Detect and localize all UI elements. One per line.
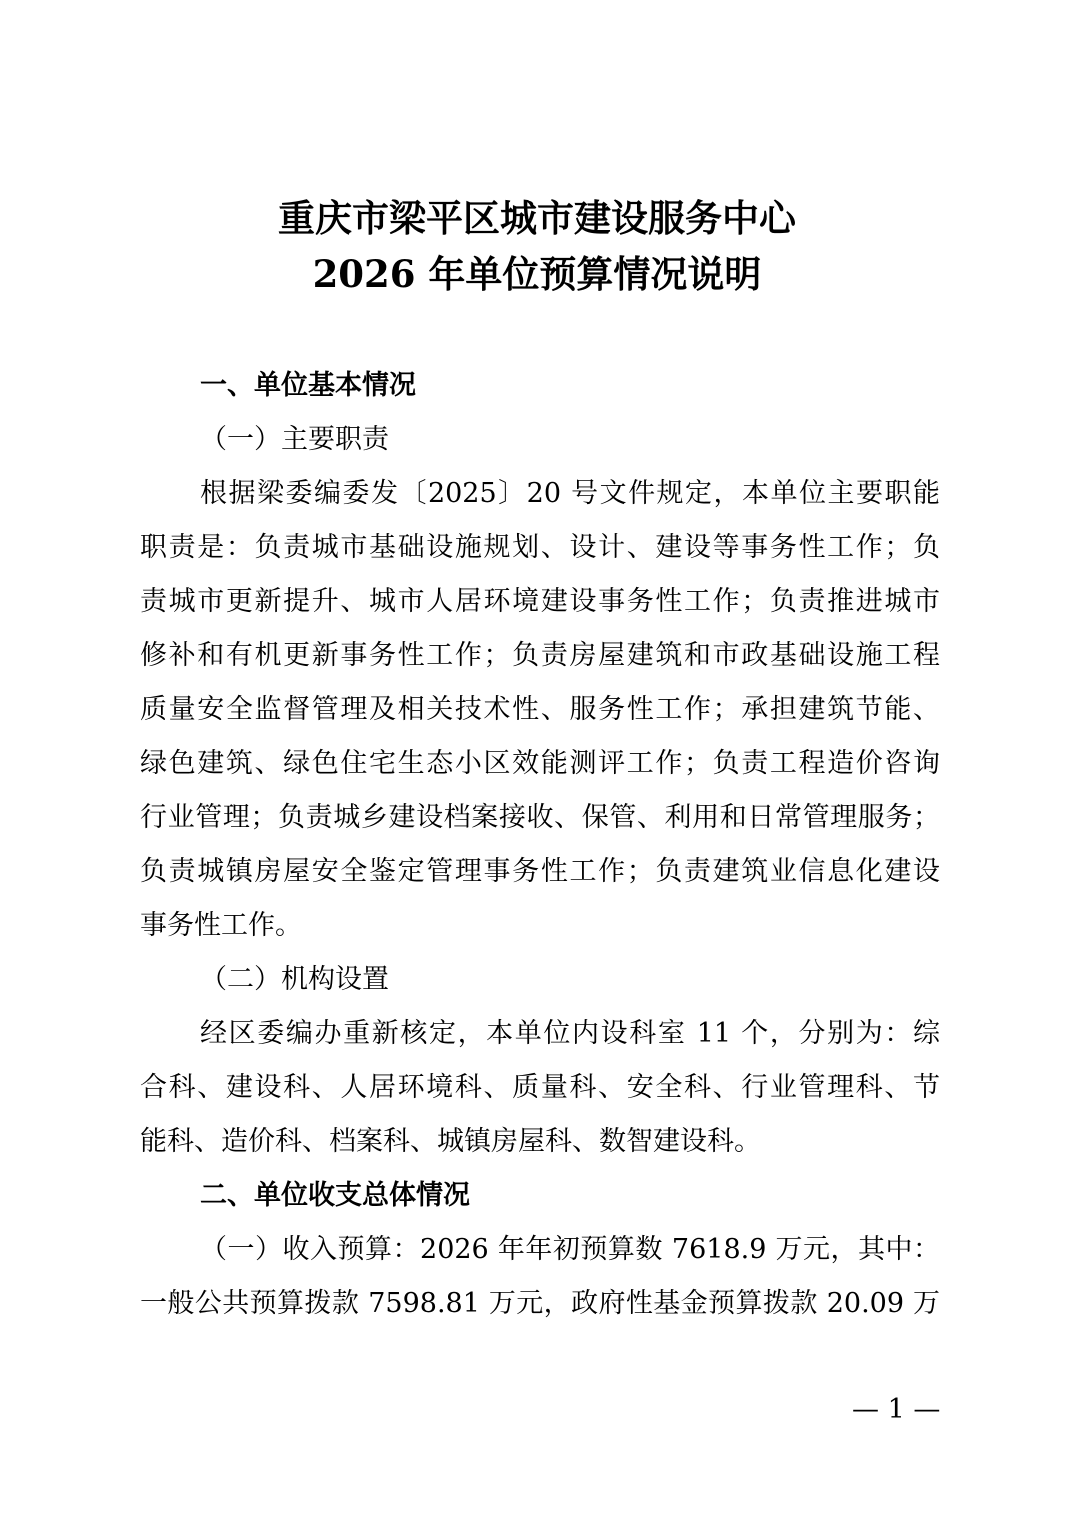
section1-sub2-heading: （二）机构设置	[200, 964, 389, 995]
paragraph-line: 根据梁委编委发〔2025〕20 号文件规定，本单位主要职能	[200, 478, 940, 509]
paragraph-line: 负责城镇房屋安全鉴定管理事务性工作；负责建筑业信息化建设	[140, 856, 940, 887]
paragraph-line: 合科、建设科、人居环境科、质量科、安全科、行业管理科、节	[140, 1072, 940, 1103]
document-title-line2: 2026 年单位预算情况说明	[312, 252, 762, 296]
paragraph-line: 绿色建筑、绿色住宅生态小区效能测评工作；负责工程造价咨询	[140, 748, 940, 779]
paragraph-line: 事务性工作。	[140, 910, 302, 941]
paragraph-line: 经区委编办重新核定，本单位内设科室 11 个，分别为：综	[200, 1018, 940, 1049]
paragraph-line: 修补和有机更新事务性工作；负责房屋建筑和市政基础设施工程	[140, 640, 940, 671]
section1-heading: 一、单位基本情况	[200, 370, 416, 401]
paragraph-line: 能科、造价科、档案科、城镇房屋科、数智建设科。	[140, 1126, 761, 1157]
page-number: — 1 —	[852, 1394, 941, 1425]
section2-heading: 二、单位收支总体情况	[200, 1180, 470, 1211]
section1-sub1-heading: （一）主要职责	[200, 424, 389, 455]
paragraph-line: 行业管理；负责城乡建设档案接收、保管、利用和日常管理服务；	[140, 802, 940, 833]
paragraph-line: 质量安全监督管理及相关技术性、服务性工作；承担建筑节能、	[140, 694, 940, 725]
paragraph-line: 一般公共预算拨款 7598.81 万元，政府性基金预算拨款 20.09 万	[140, 1288, 940, 1319]
paragraph-line: （一）收入预算：2026 年年初预算数 7618.9 万元，其中：	[200, 1234, 940, 1265]
paragraph-line: 职责是：负责城市基础设施规划、设计、建设等事务性工作；负	[140, 532, 940, 563]
document-title-line1: 重庆市梁平区城市建设服务中心	[278, 196, 796, 240]
paragraph-line: 责城市更新提升、城市人居环境建设事务性工作；负责推进城市	[140, 586, 940, 617]
